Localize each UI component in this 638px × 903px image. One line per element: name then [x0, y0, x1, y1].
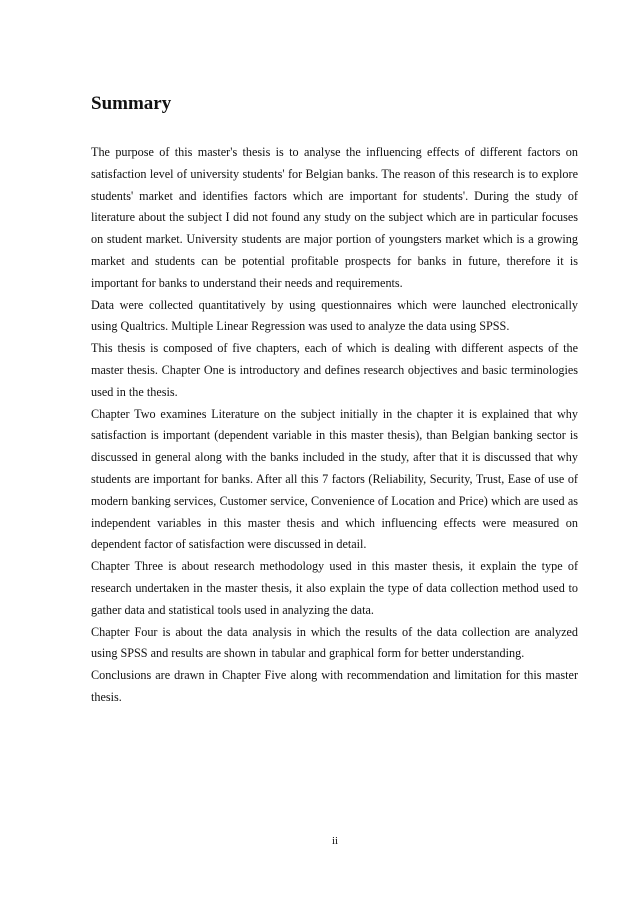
page-number: ii	[331, 835, 339, 847]
paragraph-purpose: The purpose of this master's thesis is to analyse the influencing effects of different factors on satisfaction level of university students' for Belgian banks. The reason of this research is to explore students' market and identifies factors which are important for students'. During the study of literature about the subject I did not found any study on the subject which are in particular focuses on student market. University students are major portion of youngsters market which is a growing market and students can be potential profitable prospects for banks in future, therefore it is important for banks to understand their needs and requirements.	[91, 145, 578, 290]
summary-body	[91, 142, 578, 709]
paragraph-data-collection: Data were collected quantitatively by using questionnaires which were launched electronically using Qualtrics. Multiple Linear Regression was used to analyze the data using SPSS.	[91, 297, 578, 334]
paragraph-chapter-four: Chapter Four is about the data analysis in which the results of the data collection are analyzed using SPSS and results are shown in tabular and graphical form for better understanding.	[91, 624, 578, 661]
paragraph-chapter-three: Chapter Three is about research methodology used in this master thesis, it explain the type of research undertaken in the master thesis, it also explain the type of data collection method used to gather data and statistical tools used in analyzing the data.	[91, 559, 578, 617]
paragraph-thesis-structure: This thesis is composed of five chapters, each of which is dealing with different aspects of the master thesis. Chapter One is introductory and defines research objectives and basic terminologies used in the thesis.	[91, 341, 578, 399]
paragraph-conclusions: Conclusions are drawn in Chapter Five along with recommendation and limitation for this master thesis.	[91, 668, 578, 704]
paragraph-chapter-two: Chapter Two examines Literature on the subject initially in the chapter it is explained that why satisfaction is important (dependent variable in this master thesis), than Belgian banking sector is discussed in general along with the banks included in the study, after that it is discussed that why students are important for banks. After all this 7 factors (Reliability, Security, Trust, Ease of use of modern banking services, Customer service, Convenience of Location and Price) which are used as independent variables in this master thesis and which influencing effects were measured on dependent factor of satisfaction were discussed in detail.	[91, 406, 578, 552]
page-title: Summary	[91, 93, 172, 114]
